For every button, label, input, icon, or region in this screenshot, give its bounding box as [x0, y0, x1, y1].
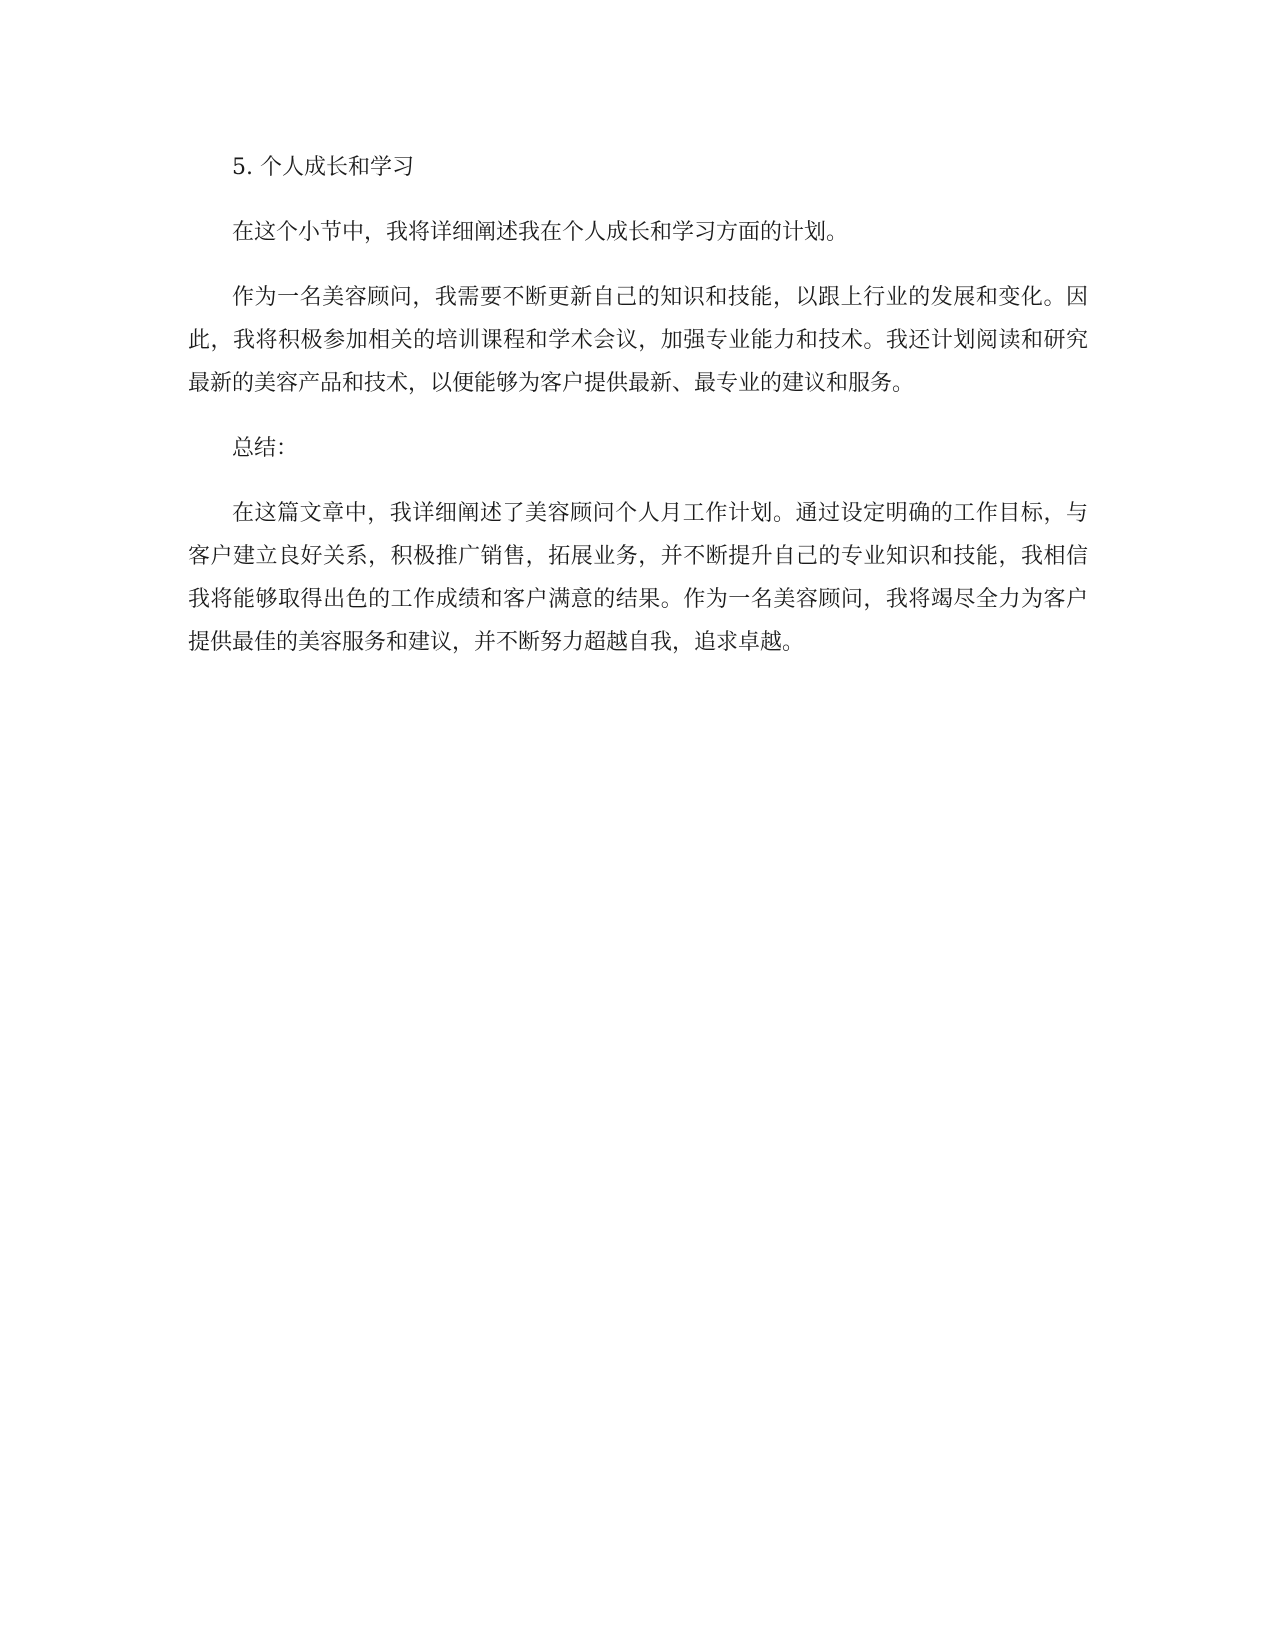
- section-heading: 5. 个人成长和学习: [232, 155, 414, 180]
- section-intro-paragraph: 在这个小节中，我将详细阐述我在个人成长和学习方面的计划。: [232, 220, 849, 245]
- summary-paragraph: 在这篇文章中，我详细阐述了美容顾问个人月工作计划。通过设定明确的工作目标，与客户建立良好关系，积极推广销售，拓展业务，并不断提升自己的专业知识和技能，我相信我将能够取得出色的工作成绩和客户满意的结果。作为一名美容顾问，我将竭尽全力为客户提供最佳的美容服务和建议，并不断努力超越自我，追求卓越。: [188, 501, 1088, 655]
- growth-plan-paragraph: 作为一名美容顾问，我需要不断更新自己的知识和技能，以跟上行业的发展和变化。因此，我将积极参加相关的培训课程和学术会议，加强专业能力和技术。我还计划阅读和研究最新的美容产品和技术，以便能够为客户提供最新、最专业的建议和服务。: [188, 285, 1088, 396]
- summary-heading: 总结：: [232, 436, 299, 461]
- document-body: [188, 146, 1088, 686]
